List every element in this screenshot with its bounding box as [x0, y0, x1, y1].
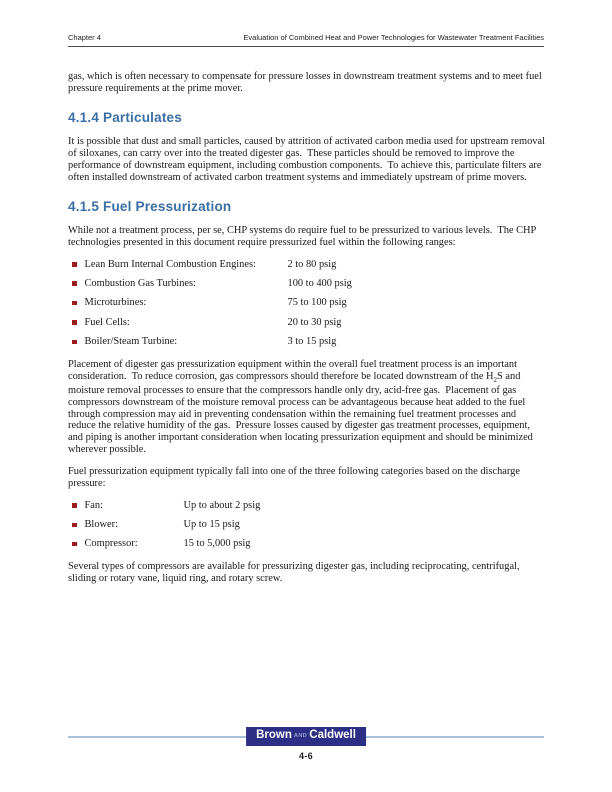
square-bullet-icon — [72, 281, 77, 286]
list-item-value: 3 to 15 psig — [287, 336, 337, 348]
list-item-value: 100 to 400 psig — [287, 277, 352, 289]
section-heading-fuel-pressurization — [68, 199, 545, 214]
list-item — [72, 538, 545, 550]
categories-intro-paragraph: Fuel pressurization equipment typically fall into one of the three following categories based on the discharge pressure: — [68, 465, 523, 489]
logo-word-caldwell: Caldwell — [309, 729, 356, 741]
list-item — [72, 500, 545, 512]
page-content — [68, 71, 548, 595]
section-heading-particulates — [68, 110, 545, 125]
square-bullet-icon — [72, 320, 77, 325]
list-item-value: 2 to 80 psig — [287, 258, 337, 270]
fuel-pressurization-intro: While not a treatment process, per se, CHP systems do require fuel to be pressurized to various levels. The CHP technologies presented in this document require pressurized fuel within the following ranges: — [68, 224, 539, 248]
list-item-label: Fan: — [84, 499, 103, 511]
brown-and-caldwell-logo — [246, 727, 366, 746]
list-item — [72, 278, 545, 290]
list-item-value: Up to about 2 psig — [183, 499, 261, 511]
section-title: Particulates — [103, 109, 182, 125]
list-item — [72, 317, 545, 329]
square-bullet-icon — [72, 542, 77, 547]
list-item-label: Microturbines: — [84, 297, 147, 309]
list-item-label: Lean Burn Internal Combustion Engines: — [84, 258, 256, 270]
section-title: Fuel Pressurization — [103, 198, 232, 214]
section-number: 4.1.5 — [68, 198, 100, 214]
section-number: 4.1.4 — [68, 109, 100, 125]
logo-word-brown: Brown — [256, 729, 292, 741]
discharge-category-list — [68, 500, 545, 551]
page-number: 4-6 — [299, 751, 313, 761]
placement-text: S and moisture removal processes to ensure that the compressors handle only dry, acid-free gas. Placement of gas compressors downstream of the moisture removal process can be advantageous because heat added to the fuel through compression may aid in preventing condensation within the remaining fuel treatment processes and reduce the relative humidity of the gas. Pressure losses caused by digester gas treatment processes, equipment, and piping is another important consideration when locating pressurization equipment and should be minimized wherever possible. — [68, 370, 536, 456]
list-item-value: 75 to 100 psig — [287, 297, 347, 309]
list-item-label: Fuel Cells: — [84, 316, 130, 328]
list-item — [72, 336, 545, 348]
logo-word-and: AND — [293, 732, 308, 739]
placement-paragraph — [68, 359, 545, 456]
list-item-value: 20 to 30 psig — [287, 316, 342, 328]
list-item-value: Up to 15 psig — [183, 519, 240, 531]
list-item — [72, 259, 545, 271]
square-bullet-icon — [72, 340, 77, 345]
square-bullet-icon — [72, 523, 77, 528]
square-bullet-icon — [72, 262, 77, 267]
list-item-value: 15 to 5,000 psig — [183, 538, 251, 550]
h2s-subscript: 2 — [493, 375, 498, 384]
list-item — [72, 297, 545, 309]
list-item-label: Combustion Gas Turbines: — [84, 277, 196, 289]
closing-paragraph: Several types of compressors are available for pressurizing digester gas, including reciprocating, centrifugal, sliding or rotary vane, liquid ring, and rotary screw. — [68, 561, 523, 585]
header-chapter-label: Chapter 4 — [68, 33, 101, 42]
pressure-range-list — [68, 259, 545, 348]
list-item-label: Boiler/Steam Turbine: — [84, 336, 178, 348]
intro-paragraph: gas, which is often necessary to compensate for pressure losses in downstream treatment systems and to meet fuel pressure requirements at the prime mover. — [68, 71, 545, 94]
particulates-paragraph: It is possible that dust and small particles, caused by attrition of activated carbon media used for upstream removal of siloxanes, can carry over into the treated digester gas. These particles should be removed to improve the performance of downstream equipment, including combustion components. To achieve this, particulate filters are often installed downstream of activated carbon treatment systems and immediately upstream of prime movers. — [68, 136, 548, 183]
list-item-label: Blower: — [84, 519, 118, 531]
header-document-title: Evaluation of Combined Heat and Power Technologies for Wastewater Treatment Facilities — [243, 33, 544, 42]
square-bullet-icon — [72, 503, 77, 508]
square-bullet-icon — [72, 301, 77, 306]
list-item-label: Compressor: — [84, 538, 138, 550]
page-header — [68, 33, 544, 47]
placement-text: Placement of digester gas pressurization equipment within the overall fuel treatment process is an important consideration. To reduce corrosion, gas compressors should therefore be located downstream of the H — [68, 358, 520, 382]
list-item — [72, 519, 545, 531]
